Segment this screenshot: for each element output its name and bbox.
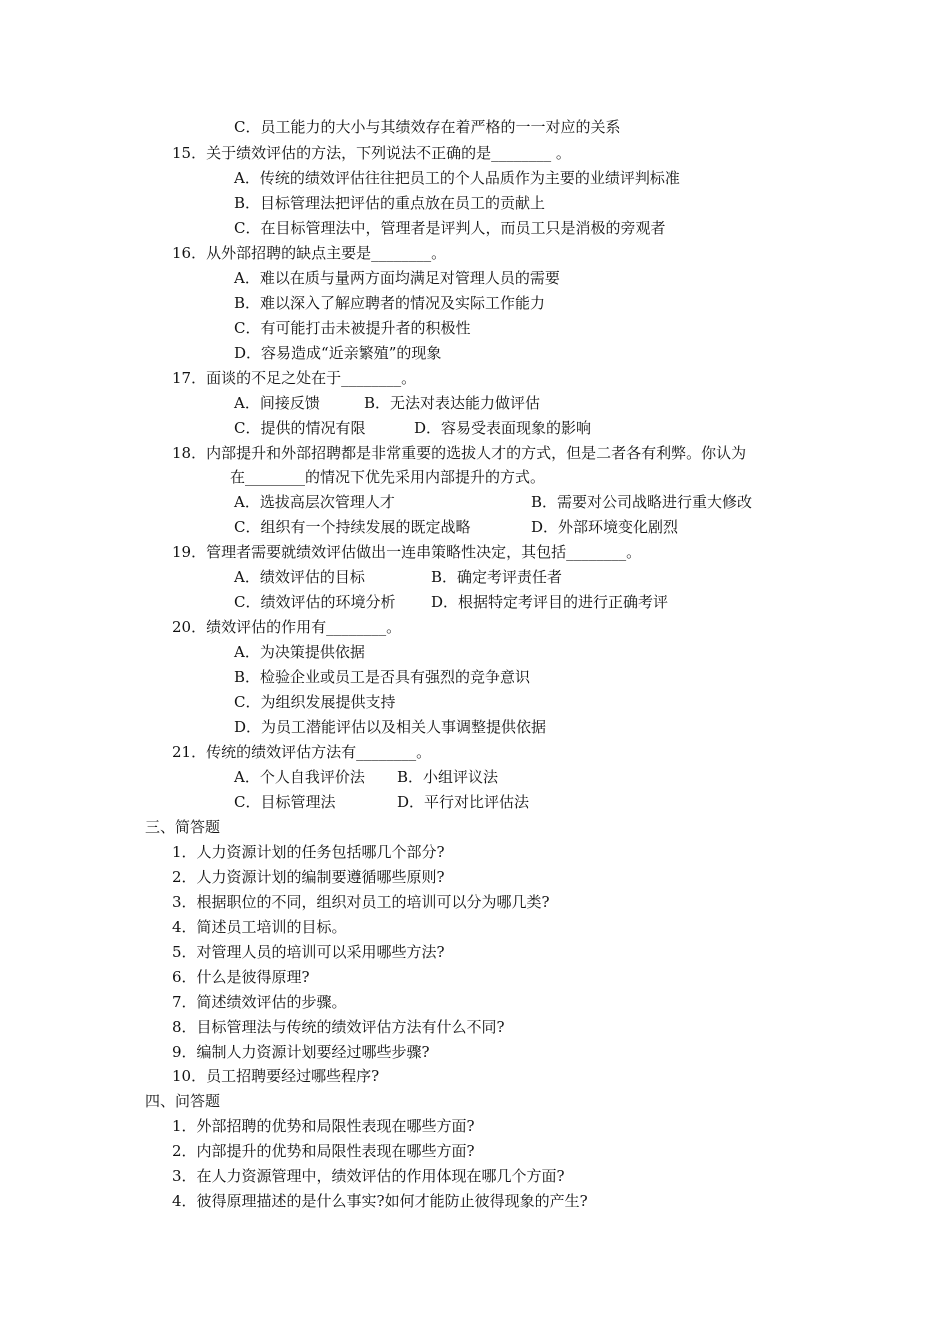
q18-options-row-2	[0, 517, 950, 537]
q18-option-c: C．组织有一个持续发展的既定战略	[234, 518, 471, 536]
q17-options-row-2	[0, 418, 950, 438]
q17-option-b: B．无法对表达能力做评估	[364, 394, 541, 412]
section4-item: 4．彼得原理描述的是什么事实?如何才能防止彼得现象的产生?	[172, 1192, 588, 1210]
q15-option-b: B．目标管理法把评估的重点放在员工的贡献上	[234, 194, 546, 212]
q15-option-c: C．在目标管理法中，管理者是评判人，而员工只是消极的旁观者	[234, 219, 666, 237]
q21-option-c: C．目标管理法	[234, 793, 336, 811]
section3-heading: 三、简答题	[145, 818, 221, 836]
section3-item: 6．什么是彼得原理?	[172, 968, 310, 986]
section4-item: 2．内部提升的优势和局限性表现在哪些方面?	[172, 1142, 475, 1160]
section3-item: 5．对管理人员的培训可以采用哪些方法?	[172, 943, 445, 961]
q17-option-a: A．间接反馈	[234, 394, 320, 412]
q20-stem: 20．绩效评估的作用有________。	[172, 618, 402, 636]
q18-option-b: B．需要对公司战略进行重大修改	[531, 493, 753, 511]
q21-option-b: B．小组评议法	[397, 768, 499, 786]
q21-option-d: D．平行对比评估法	[397, 793, 530, 811]
section3-item: 2．人力资源计划的编制要遵循哪些原则?	[172, 868, 445, 886]
q18-option-d: D．外部环境变化剧烈	[531, 518, 679, 536]
q18-stem-line1: 18．内部提升和外部招聘都是非常重要的选拔人才的方式，但是二者各有利弊。你认为	[172, 444, 747, 462]
q19-option-d: D．根据特定考评目的进行正确考评	[431, 593, 669, 611]
section4-item: 3．在人力资源管理中，绩效评估的作用体现在哪几个方面?	[172, 1167, 565, 1185]
section3-item: 8．目标管理法与传统的绩效评估方法有什么不同?	[172, 1018, 505, 1036]
q17-stem: 17．面谈的不足之处在于________。	[172, 369, 417, 387]
q17-option-d: D．容易受表面现象的影响	[414, 419, 592, 437]
section4-heading: 四、问答题	[145, 1092, 221, 1110]
q19-option-c: C．绩效评估的环境分析	[234, 593, 396, 611]
q19-stem: 19．管理者需要就绩效评估做出一连串策略性决定，其包括________。	[172, 543, 642, 561]
q16-option-c: C．有可能打击未被提升者的积极性	[234, 319, 471, 337]
q14-option-c: C．员工能力的大小与其绩效存在着严格的一一对应的关系	[234, 118, 621, 136]
q20-option-d: D．为员工潜能评估以及相关人事调整提供依据	[234, 718, 547, 736]
q16-option-b: B．难以深入了解应聘者的情况及实际工作能力	[234, 294, 546, 312]
section3-item: 4．简述员工培训的目标。	[172, 918, 347, 936]
q16-option-d: D．容易造成“近亲繁殖”的现象	[234, 344, 442, 362]
q16-stem: 16．从外部招聘的缺点主要是________。	[172, 244, 447, 262]
q18-options-row-1	[0, 492, 950, 512]
section3-item: 1．人力资源计划的任务包括哪几个部分?	[172, 843, 445, 861]
q18-option-a: A．选拔高层次管理人才	[234, 493, 395, 511]
q16-option-a: A．难以在质与量两方面均满足对管理人员的需要	[234, 269, 560, 287]
section3-item: 9．编制人力资源计划要经过哪些步骤?	[172, 1043, 430, 1061]
q15-option-a: A．传统的绩效评估往往把员工的个人品质作为主要的业绩评判标准	[234, 169, 680, 187]
q20-option-b: B．检验企业或员工是否具有强烈的竞争意识	[234, 668, 531, 686]
q21-option-a: A．个人自我评价法	[234, 768, 365, 786]
q19-options-row-2	[0, 592, 950, 612]
section3-item: 10．员工招聘要经过哪些程序?	[172, 1067, 380, 1085]
section3-item: 7．简述绩效评估的步骤。	[172, 993, 347, 1011]
q17-options-row-1	[0, 393, 950, 413]
q20-option-c: C．为组织发展提供支持	[234, 693, 396, 711]
q19-options-row-1	[0, 567, 950, 587]
section4-item: 1．外部招聘的优势和局限性表现在哪些方面?	[172, 1117, 475, 1135]
q17-option-c: C．提供的情况有限	[234, 419, 366, 437]
q19-option-a: A．绩效评估的目标	[234, 568, 365, 586]
q21-options-row-1	[0, 767, 950, 787]
q21-options-row-2	[0, 792, 950, 812]
q20-option-a: A．为决策提供依据	[234, 643, 365, 661]
section3-item: 3．根据职位的不同，组织对员工的培训可以分为哪几类?	[172, 893, 550, 911]
q18-stem-line2: 在________的情况下优先采用内部提升的方式。	[230, 468, 546, 486]
q19-option-b: B．确定考评责任者	[431, 568, 563, 586]
q15-stem: 15．关于绩效评估的方法，下列说法不正确的是________ 。	[172, 144, 571, 162]
q21-stem: 21．传统的绩效评估方法有________。	[172, 743, 432, 761]
